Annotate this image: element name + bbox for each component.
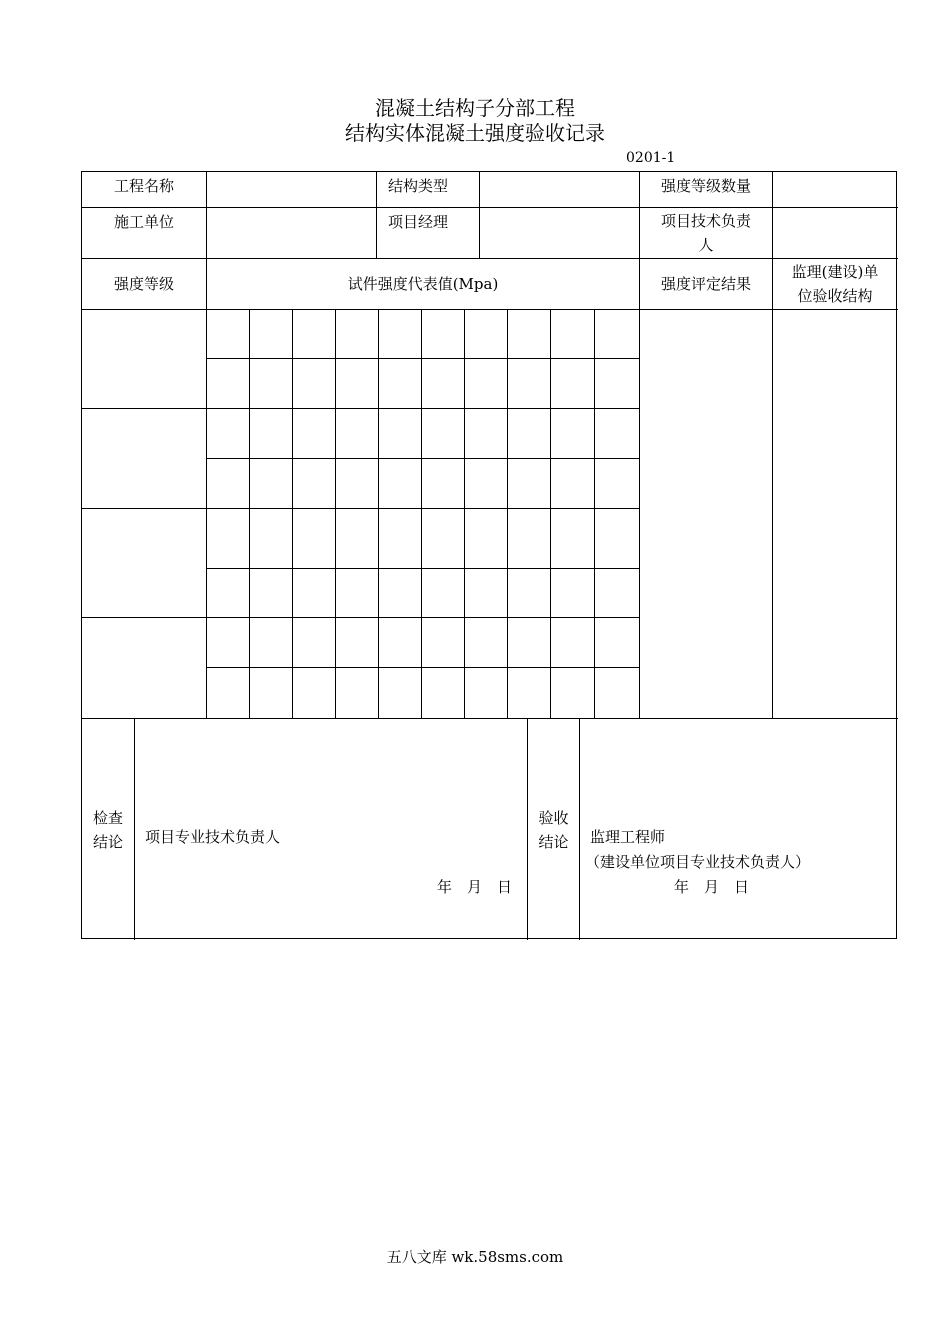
rule (292, 309, 293, 718)
title-line-1: 混凝土结构子分部工程 (375, 96, 575, 120)
accept-date: 年 月 日 (674, 878, 750, 896)
rule (206, 667, 639, 668)
rule (206, 568, 639, 569)
rule (206, 458, 639, 459)
supervisor-label: 监理工程师 (590, 828, 666, 846)
project-name-label: 工程名称 (113, 177, 174, 195)
rule (579, 718, 580, 940)
rule (82, 508, 639, 509)
supervision-header-line-1: 监理(建设)单 (791, 263, 879, 281)
rule (206, 358, 639, 359)
rule (335, 309, 336, 718)
project-manager-label: 项目经理 (387, 213, 448, 231)
structure-type-field[interactable] (480, 172, 639, 207)
rule (82, 617, 639, 618)
rule (134, 718, 135, 940)
check-signer-label: 项目专业技术负责人 (145, 828, 281, 846)
rule (594, 309, 595, 718)
contractor-label: 施工单位 (113, 213, 174, 231)
rule (82, 718, 898, 719)
check-date: 年 月 日 (437, 878, 513, 896)
accept-conclusion-label-line-2: 结论 (538, 832, 569, 851)
rule (249, 309, 250, 718)
tech-lead-field[interactable] (773, 208, 897, 258)
title-line-2: 结构实体混凝土强度验收记录 (345, 121, 605, 145)
grade-header: 强度等级 (113, 275, 174, 293)
check-conclusion-label-line-2: 结论 (92, 832, 123, 851)
acceptance-form-table (81, 171, 897, 939)
rule (507, 309, 508, 718)
supervision-header (773, 259, 897, 309)
project-name-field[interactable] (207, 172, 376, 207)
specimen-header: 试件强度代表值(Mpa) (347, 275, 499, 293)
tech-lead-label-line-2: 人 (698, 236, 714, 254)
rule (464, 309, 465, 718)
tech-lead-label-line-1: 项目技术负责 (660, 212, 751, 230)
check-conclusion-label (82, 719, 134, 940)
contractor-field[interactable] (207, 208, 376, 258)
rule (82, 408, 639, 409)
rule (378, 309, 379, 718)
rule (82, 309, 898, 310)
check-conclusion-label-line-1: 检查 (92, 808, 123, 827)
eval-header: 强度评定结果 (660, 275, 751, 293)
rule (550, 309, 551, 718)
accept-conclusion-label-line-1: 验收 (538, 808, 569, 827)
supervisor-note: （建设单位项目专业技术负责人） (585, 853, 811, 871)
footer-watermark: 五八文库 wk.58sms.com (386, 1248, 564, 1266)
structure-type-label: 结构类型 (387, 177, 448, 195)
tech-lead-label (640, 208, 772, 258)
form-code: 0201-1 (626, 150, 676, 166)
grade-count-label: 强度等级数量 (660, 177, 751, 195)
rule (421, 309, 422, 718)
supervision-header-line-2: 位验收结构 (797, 287, 873, 305)
grade-count-field[interactable] (773, 172, 897, 207)
project-manager-field[interactable] (480, 208, 639, 258)
accept-conclusion-label (528, 719, 579, 940)
